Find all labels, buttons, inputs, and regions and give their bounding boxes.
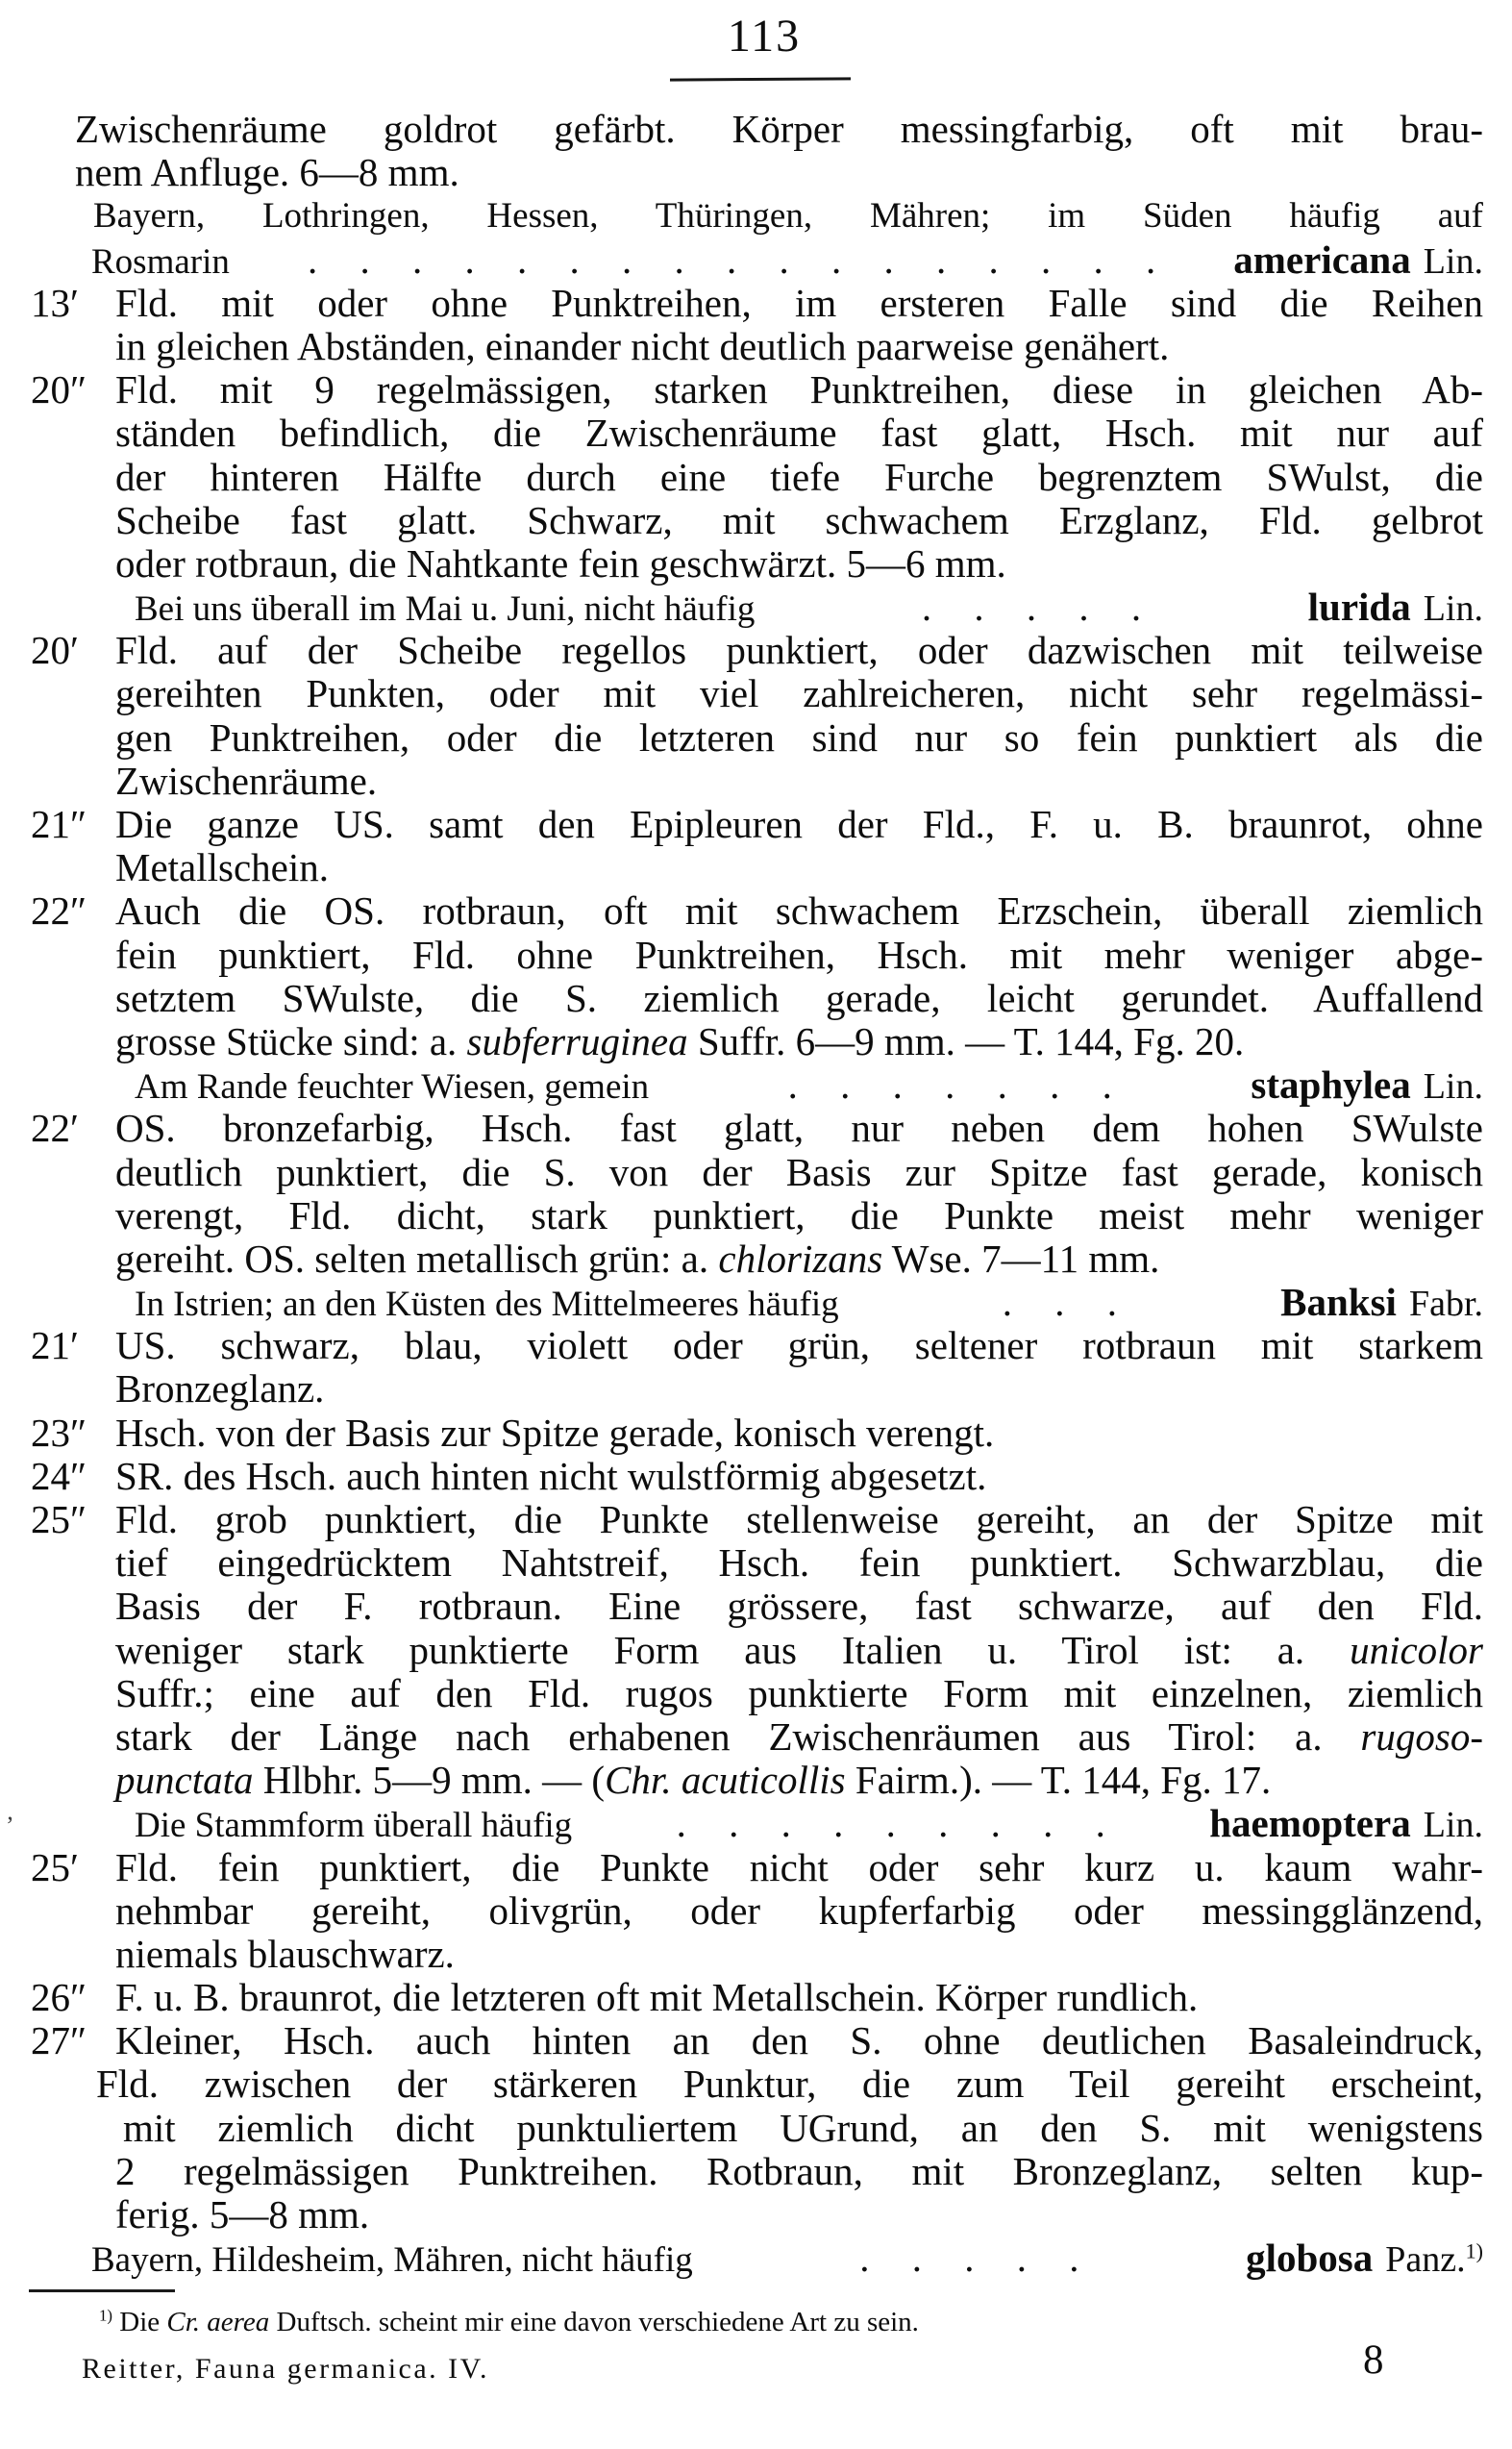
line-segment-text: deutlich punktiert, die S. von der Basis zur Spitze fast gerade, konisch: [115, 1149, 1483, 1194]
text-line: [115, 1151, 1483, 1194]
line-segment-text: der hinteren Hälfte durch eine tiefe Furche begrenztem SWulst, die: [115, 454, 1483, 499]
footnote-segment-text: [99, 2307, 112, 2337]
text-line: [115, 846, 1483, 889]
line-segment-text: gereihten Punkten, oder mit viel zahlreicheren, nicht sehr regelmässi-: [115, 671, 1483, 716]
text-line: [31, 1844, 1483, 1889]
couplet-number: 25′: [31, 1844, 79, 1889]
dot-leader: . . . . .: [921, 586, 1142, 630]
line-segment-text: F. u. B. braunrot, die letzteren oft mit Metallschein. Körper rundlich.: [115, 1975, 1199, 2020]
line-segment-text: Metallschein.: [115, 845, 330, 890]
couplet-number: 25″: [31, 1497, 87, 1541]
dot-leader: . . .: [1002, 1281, 1117, 1325]
species-leader-line: [91, 238, 1483, 282]
line-segment-text: setztem SWulste, die S. ziemlich gerade, leicht gerundet. Auffallend: [115, 975, 1483, 1020]
text-line: [115, 1194, 1483, 1237]
text-line: [31, 367, 1483, 412]
species-name: Banksi: [1280, 1280, 1397, 1325]
line-segment-text: Scheibe fast glatt. Schwarz, mit schwachem Erzglanz, Fld. gelbrot: [115, 497, 1483, 542]
line-segment-text: Fld. auf der Scheibe regellos punktiert, oder dazwischen mit teilweise: [115, 628, 1483, 673]
line-segment-text: nehmbar gereiht, olivgrün, oder kupferfarbig oder messingglänzend,: [115, 1887, 1483, 1933]
line-segment-text: oder rotbraun, die Nahtkante fein geschwärzt. 5—6 mm.: [115, 540, 1006, 586]
line-segment-text: Wse. 7—11 mm.: [882, 1236, 1160, 1281]
text-line: [115, 325, 1483, 368]
footnote-segment-italic: Cr. aerea: [166, 2307, 270, 2337]
line-segment-text: SR. des Hsch. auch hinten nicht wulstförmig abgesetzt.: [115, 1453, 987, 1498]
text-line: [115, 1367, 1483, 1411]
text-line: [115, 1585, 1483, 1628]
page-number: 113: [727, 11, 802, 62]
footnote-marker: 1): [99, 2306, 113, 2325]
text-line: [31, 1106, 1483, 1151]
text-line: [31, 1453, 1483, 1498]
footnote: [99, 2306, 1349, 2338]
text-line: [31, 2018, 1483, 2063]
couplet-number: 21′: [31, 1323, 79, 1368]
text-line: [115, 1715, 1483, 1759]
couplet-number: 22′: [31, 1106, 79, 1151]
footnote-rule: [29, 2289, 175, 2292]
couplet-number: 22″: [31, 888, 87, 934]
species-author: Lin.: [1423, 1805, 1483, 1846]
text-line: [31, 1410, 1483, 1455]
species-leader-line: [135, 586, 1483, 629]
text-line: [115, 412, 1483, 455]
line-segment-text: Kleiner, Hsch. auch hinten an den S. ohne deutlichen Basaleindruck,: [115, 2018, 1483, 2063]
line-segment-italic: Chr. acuticollis: [605, 1758, 846, 1803]
line-segment-text: tief eingedrücktem Nahtstreif, Hsch. fein punktiert. Schwarzblau, die: [115, 1540, 1483, 1586]
text-line: [115, 1541, 1483, 1585]
line-segment-italic: chlorizans: [718, 1236, 883, 1281]
line-segment-text: niemals blauschwarz.: [115, 1931, 455, 1976]
text-line: [115, 1933, 1483, 1976]
line-segment-text: nem Anfluge. 6—8 mm.: [75, 150, 459, 195]
habitat-note: Bei uns überall im Mai u. Juni, nicht häufig: [135, 589, 756, 630]
footnote-segment-text: Duftsch. scheint mir eine davon verschiedene Art zu sein.: [269, 2307, 919, 2337]
species-author: Fabr.: [1408, 1284, 1483, 1325]
line-segment-text: Suffr. 6—9 mm. — T. 144, Fg. 20.: [687, 1018, 1245, 1063]
line-segment-text: Die ganze US. samt den Epipleuren der Fld., F. u. B. braunrot, ohne: [115, 802, 1483, 846]
species-name: staphylea: [1251, 1062, 1411, 1108]
line-segment-italic: rugoso-: [1360, 1713, 1483, 1759]
text-line: [115, 1237, 1483, 1281]
stray-ink-mark: ’: [6, 1812, 14, 1839]
habitat-note: In Istrien; an den Küsten des Mittelmeeres häufig: [135, 1285, 839, 1325]
line-segment-text: Zwischenräume.: [115, 758, 378, 803]
line-segment-text: Bayern, Lothringen, Hessen, Thüringen, Mähren; im Süden häufig auf: [93, 196, 1483, 237]
dot-leader: . . . . . . . . . . . . . . . . .: [307, 237, 1156, 282]
line-segment-text: Hsch. von der Basis zur Spitze gerade, konisch verengt.: [115, 1410, 995, 1455]
text-line: [115, 672, 1483, 715]
couplet-number: 23″: [31, 1410, 87, 1455]
text-block: [0, 108, 1512, 2280]
dot-leader: . . . . .: [859, 2237, 1079, 2281]
header-rule: [670, 77, 851, 81]
text-line: [115, 2150, 1483, 2193]
species-leader-line: [135, 1281, 1483, 1324]
sheet-number: 8: [1363, 2337, 1384, 2383]
line-segment-italic: punctata: [115, 1758, 254, 1803]
text-line: [96, 2062, 1483, 2106]
text-line: [115, 1020, 1483, 1063]
footnote-segment-text: Die: [112, 2307, 167, 2337]
species-author: Lin.: [1423, 1066, 1483, 1108]
footnote-marker: 1): [1465, 2238, 1483, 2263]
line-segment-text: OS. bronzefarbig, Hsch. fast glatt, nur neben dem hohen SWulste: [115, 1106, 1483, 1151]
line-segment-text: weniger stark punktierte Form aus Italien u. Tirol ist: a.: [115, 1627, 1351, 1672]
line-segment-text: Fld. fein punktiert, die Punkte nicht oder sehr kurz u. kaum wahr-: [115, 1844, 1483, 1889]
line-segment-text: Fld. mit 9 regelmässigen, starken Punktreihen, diese in gleichen Ab-: [115, 367, 1483, 412]
line-segment-text: Fld. grob punktiert, die Punkte stellenweise gereiht, an der Spitze mit: [115, 1497, 1483, 1541]
couplet-number: 24″: [31, 1453, 87, 1498]
text-line: [115, 1629, 1483, 1672]
line-segment-text: mit ziemlich dicht punktuliertem UGrund, an den S. mit wenigstens: [123, 2105, 1483, 2150]
line-segment-text: stark der Länge nach erhabenen Zwischenräumen aus Tirol: a.: [115, 1713, 1361, 1759]
line-segment-text: grosse Stücke sind: a.: [115, 1018, 467, 1063]
text-line: [115, 1889, 1483, 1933]
line-segment-text: Basis der F. rotbraun. Eine grössere, fast schwarze, auf den Fld.: [115, 1584, 1483, 1629]
text-line: [31, 1323, 1483, 1368]
species-author: Lin.: [1423, 588, 1483, 630]
line-segment-italic: unicolor: [1350, 1627, 1483, 1672]
couplet-number: 26″: [31, 1975, 87, 2020]
line-segment-text: 2 regelmässigen Punktreihen. Rotbraun, mit Bronzeglanz, selten kup-: [115, 2148, 1483, 2193]
line-segment-text: Zwischenräume goldrot gefärbt. Körper messingfarbig, oft mit brau-: [75, 107, 1483, 151]
text-line: [115, 456, 1483, 499]
text-line: [123, 2107, 1483, 2150]
species-author: Lin.: [1423, 240, 1483, 282]
species-name: globosa: [1246, 2236, 1374, 2281]
line-segment-text: gen Punktreihen, oder die letzteren sind nur so fein punktiert als die: [115, 714, 1483, 760]
printer-signature: Reitter, Fauna germanica. IV.: [82, 2353, 489, 2385]
text-line: [31, 1497, 1483, 1541]
line-segment-text: ferig. 5—8 mm.: [115, 2192, 370, 2237]
text-line: [115, 1672, 1483, 1715]
text-line: [31, 280, 1483, 325]
line-segment-text: Hlbhr. 5—9 mm. — (: [253, 1758, 606, 1803]
line-segment-text: fein punktiert, Fld. ohne Punktreihen, Hsch. mit mehr weniger abge-: [115, 932, 1483, 977]
text-line: [115, 934, 1483, 977]
text-line: [115, 499, 1483, 542]
text-line: [115, 2193, 1483, 2237]
line-segment-text: ständen befindlich, die Zwischenräume fast glatt, Hsch. mit nur auf: [115, 411, 1483, 456]
line-segment-text: gereiht. OS. selten metallisch grün: a.: [115, 1236, 719, 1281]
text-line: [31, 888, 1483, 934]
line-segment-text: Fld. zwischen der stärkeren Punktur, die zum Teil gereiht erscheint,: [96, 2062, 1483, 2107]
habitat-note: Am Rande feuchter Wiesen, gemein: [135, 1067, 650, 1108]
line-segment-text: Bronzeglanz.: [115, 1366, 325, 1412]
couplet-number: 20′: [31, 628, 79, 673]
text-line: [115, 760, 1483, 803]
line-segment-text: Auch die OS. rotbraun, oft mit schwachem Erzschein, überall ziemlich: [115, 888, 1483, 934]
couplet-number: 20″: [31, 367, 87, 412]
line-segment-text: Fld. mit oder ohne Punktreihen, im ersteren Falle sind die Reihen: [115, 280, 1483, 325]
dot-leader: . . . . . . . . .: [676, 1802, 1105, 1846]
line-segment-text: US. schwarz, blau, violett oder grün, seltener rotbraun mit starkem: [115, 1323, 1483, 1368]
text-line: [115, 716, 1483, 760]
text-line: [31, 628, 1483, 673]
species-name: americana: [1233, 237, 1411, 282]
text-line: [115, 542, 1483, 586]
text-line: [31, 1975, 1483, 2020]
line-segment-italic: subferruginea: [466, 1018, 688, 1063]
text-line: [115, 1759, 1483, 1802]
line-segment-text: in gleichen Abständen, einander nicht deutlich paarweise genähert.: [115, 323, 1170, 368]
species-leader-line: [91, 2237, 1483, 2280]
text-line: [93, 194, 1483, 237]
line-segment-text: Suffr.; eine auf den Fld. rugos punktierte Form mit einzelnen, ziemlich: [115, 1670, 1483, 1715]
text-line: [31, 802, 1483, 846]
text-line: [75, 108, 1483, 151]
couplet-number: 21″: [31, 802, 87, 846]
line-segment-text: Fairm.). — T. 144, Fg. 17.: [845, 1758, 1272, 1803]
species-name: lurida: [1307, 585, 1411, 630]
line-segment-text: verengt, Fld. dicht, stark punktiert, die Punkte meist mehr weniger: [115, 1192, 1483, 1237]
habitat-note: Die Stammform überall häufig: [135, 1806, 573, 1846]
couplet-number: 13′: [31, 280, 79, 325]
dot-leader: . . . . . . .: [787, 1063, 1112, 1108]
habitat-note: Rosmarin: [91, 241, 230, 282]
species-leader-line: [135, 1802, 1483, 1845]
species-leader-line: [135, 1063, 1483, 1107]
text-line: [115, 977, 1483, 1020]
species-author: Panz.$^{1)}$: [1385, 2238, 1483, 2281]
species-name: haemoptera: [1209, 1801, 1411, 1846]
couplet-number: 27″: [31, 2018, 87, 2063]
text-line: [75, 151, 1483, 194]
habitat-note: Bayern, Hildesheim, Mähren, nicht häufig: [91, 2240, 693, 2281]
